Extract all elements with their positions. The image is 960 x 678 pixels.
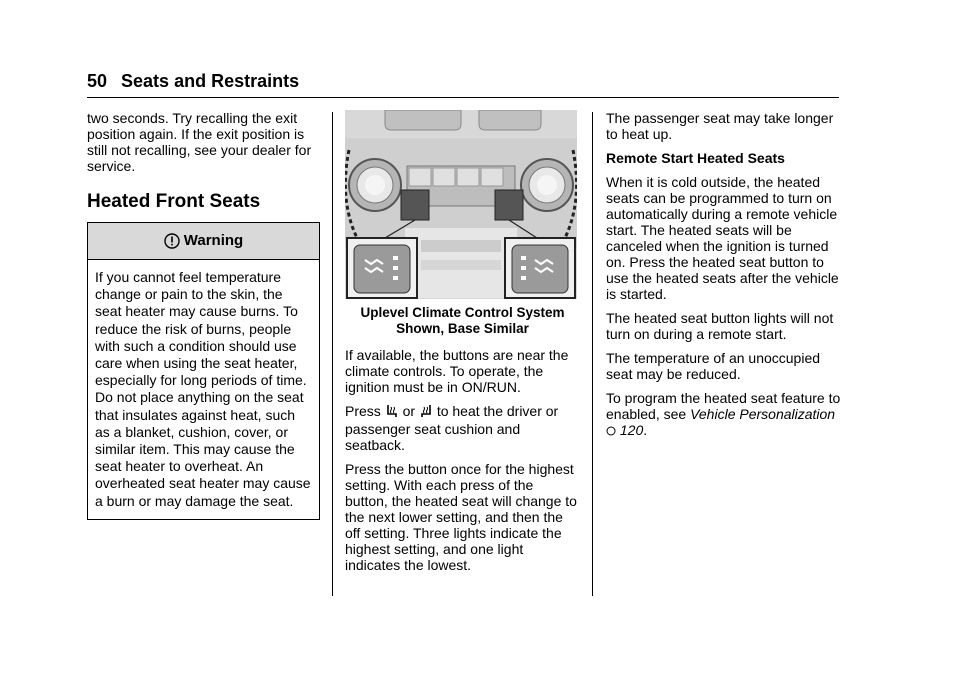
caption-line-2: Shown, Base Similar <box>396 321 529 336</box>
paragraph: If available, the buttons are near the climate controls. To operate, the ignition must be in ON/RUN. <box>345 347 569 395</box>
program-paragraph: To program the heated seat feature to enabled, see Vehicle Personalization 120. <box>606 390 841 438</box>
press-instruction <box>345 403 580 419</box>
figure-caption <box>345 305 580 337</box>
warning-header <box>88 223 319 260</box>
cross-reference-link[interactable]: Vehicle Personalization <box>690 406 836 422</box>
page-number: 50 <box>87 71 108 91</box>
warning-text: If you cannot feel temperature change or pain to the skin, the seat heater may cause burns. To reduce the risk of burns, people with such a condition should use care when using the seat heater, especially for long periods of time. Do not place anything on the seat that insulates against heat, such as a blanket, cushion, cover, or similar item. This may cause the seat heater to overheat. An overheated seat heater may cause a burn or may damage the seat. <box>95 269 311 509</box>
warning-label: Warning <box>183 232 244 249</box>
passenger-heated-seat-icon <box>419 404 433 418</box>
caption-line-1: Uplevel Climate Control System <box>360 305 565 320</box>
press-rest: to heat the driver or <box>436 403 559 419</box>
reference-page[interactable]: 120 <box>619 422 644 438</box>
paragraph: The passenger seat may take longer to heat up. <box>606 110 834 142</box>
column-2 <box>345 110 580 581</box>
section-title: Heated Front Seats <box>87 191 261 212</box>
intro-paragraph: two seconds. Try recalling the exit position again. If the exit position is still not recalling, see your dealer for service. <box>87 110 312 174</box>
press-label: Press <box>345 403 381 419</box>
column-1 <box>87 110 319 520</box>
column-divider <box>592 112 593 596</box>
or-label: or <box>402 403 416 419</box>
column-divider <box>332 112 333 596</box>
paragraph: The heated seat button lights will not turn on during a remote start. <box>606 310 834 342</box>
paragraph: The temperature of an unoccupied seat may be reduced. <box>606 350 821 382</box>
paragraph: When it is cold outside, the heated seats can be programmed to turn on automatically during a remote vehicle start. The heated seats will be canceled when the ignition is turned on. Press the heated seat button to use the heated seats after the vehicle is started. <box>606 174 839 302</box>
paragraph: Press the button once for the highest setting. With each press of the button, the heated seat will change to the next lower setting, and then the off setting. Three lights indicate the highest setting, and one light indicates the lowest. <box>345 461 577 573</box>
page-reference-icon <box>606 423 616 433</box>
warning-box <box>87 222 320 520</box>
page-title: Seats and Restraints <box>121 71 300 91</box>
program-text: To program the heated seat feature to enabled, see <box>606 390 841 422</box>
subheading: Remote Start Heated Seats <box>606 150 785 166</box>
column-3 <box>606 110 841 446</box>
driver-heated-seat-icon <box>385 404 399 418</box>
warning-triangle-icon <box>164 233 180 249</box>
climate-control-figure <box>345 110 577 299</box>
paragraph: passenger seat cushion and seatback. <box>345 421 521 453</box>
page-header <box>87 71 837 92</box>
header-rule <box>87 97 839 98</box>
